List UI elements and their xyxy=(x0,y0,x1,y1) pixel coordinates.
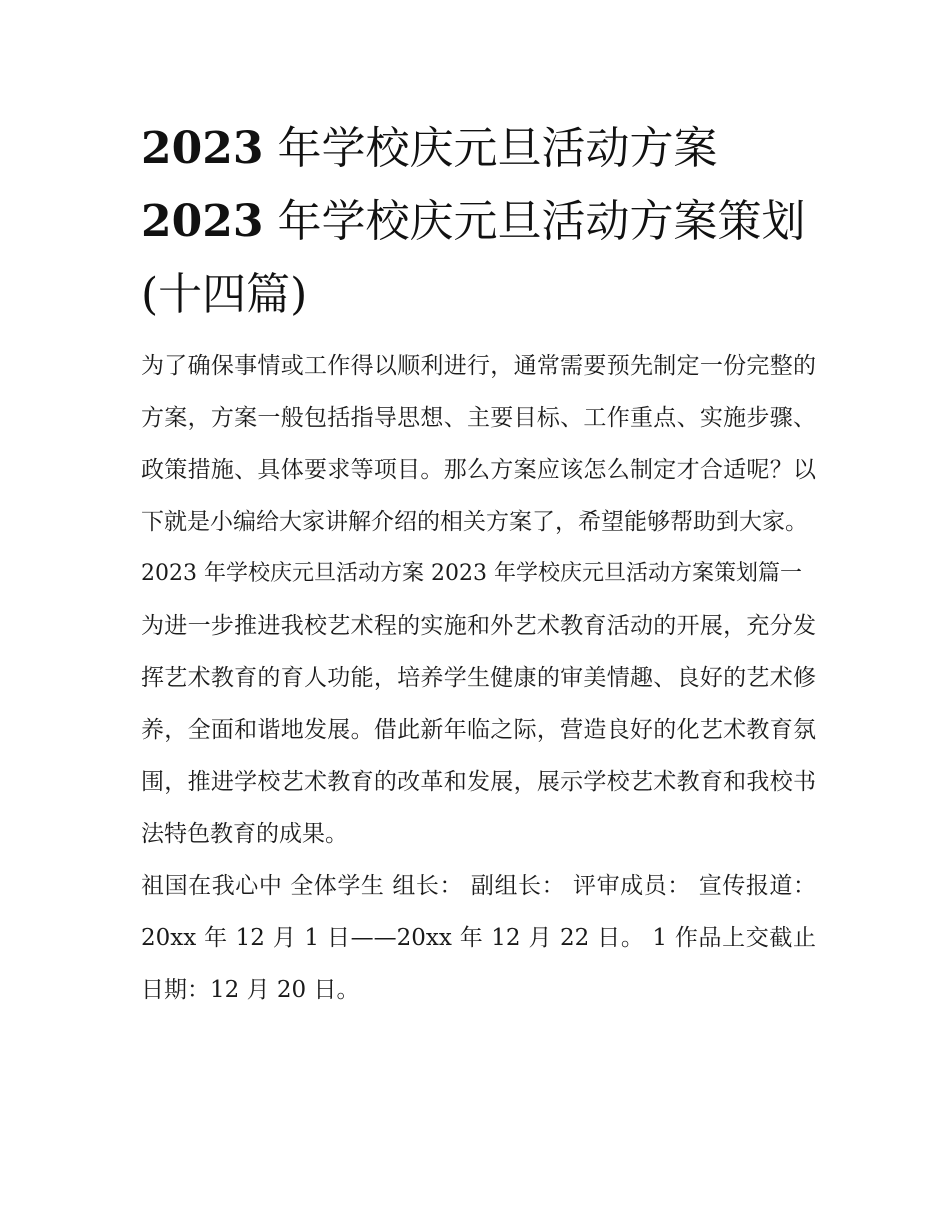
document-title xyxy=(141,112,816,331)
title-text: 年学校庆元旦活动方案策划(十四篇) xyxy=(141,196,806,320)
body-paragraph: 为进一步推进我校艺术程的实施和外艺术教育活动的开展，充分发挥艺术教育的育人功能，培养学生健康的审美情趣、良好的艺术修养，全面和谐地发展。借此新年临之际，营造良好的化艺术教育氛围，推进学校艺术教育的改革和发展，展示学校艺术教育和我校书法特色教育的成果。 xyxy=(141,613,816,847)
title-year: 2023 xyxy=(141,123,264,174)
intro-paragraph: 为了确保事情或工作得以顺利进行，通常需要预先制定一份完整的方案，方案一般包括指导思想、主要目标、工作重点、实施步骤、政策措施、具体要求等项目。那么方案应该怎么制定才合适呢？以下就是小编给大家讲解介绍的相关方案了，希望能够帮助到大家。 xyxy=(141,353,816,535)
section-heading: 2023 年学校庆元旦活动方案 2023 年学校庆元旦活动方案策划篇一 xyxy=(141,561,802,586)
title-text: 年学校庆元旦活动方案 xyxy=(263,123,718,174)
title-year: 2023 xyxy=(141,196,264,247)
document-content xyxy=(141,112,816,1016)
body-paragraph: 祖国在我心中 全体学生 组长： 副组长： 评审成员： 宣传报道： 20xx 年 12 月 1 日——20xx 年 12 月 22 日。 1 作品上交截止日期：12 月 20 日。 xyxy=(141,873,816,1003)
title-line xyxy=(141,112,816,331)
